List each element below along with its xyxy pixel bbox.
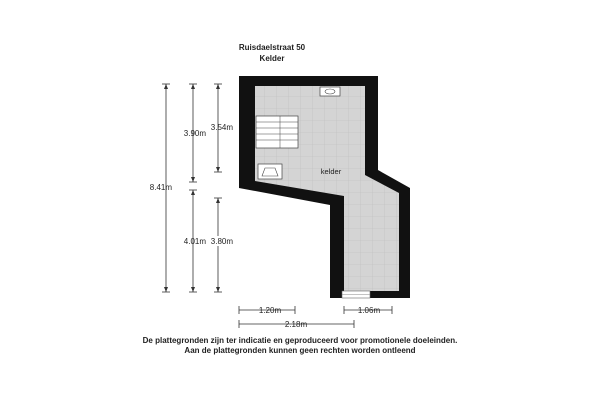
dim-label-upper-outer: 3.90m bbox=[183, 129, 206, 138]
staircase bbox=[256, 116, 298, 148]
dim-label-lower-outer: 4.01m bbox=[183, 237, 206, 246]
floor-title: Kelder bbox=[259, 54, 285, 63]
fixture-icon bbox=[258, 164, 282, 179]
dim-label-lower-inner: 3.80m bbox=[210, 237, 233, 246]
disclaimer-line-2: Aan de plattegronden kunnen geen rechten worden ontleend bbox=[184, 346, 416, 355]
dim-label-bottom-left: 1.20m bbox=[258, 306, 282, 315]
dim-label-total-width: 2.18m bbox=[284, 320, 308, 329]
dim-label-bottom-right: 1.06m bbox=[357, 306, 381, 315]
address-title: Ruisdaelstraat 50 bbox=[238, 43, 306, 52]
dim-label-upper-inner: 3.54m bbox=[210, 123, 233, 132]
dim-label-total-height: 8.41m bbox=[149, 183, 172, 192]
disclaimer-line-1: De plattegronden zijn ter indicatie en geproduceerd voor promotionele doeleinden. bbox=[142, 336, 458, 345]
room-label: kelder bbox=[320, 167, 342, 176]
sink-icon bbox=[320, 87, 340, 96]
